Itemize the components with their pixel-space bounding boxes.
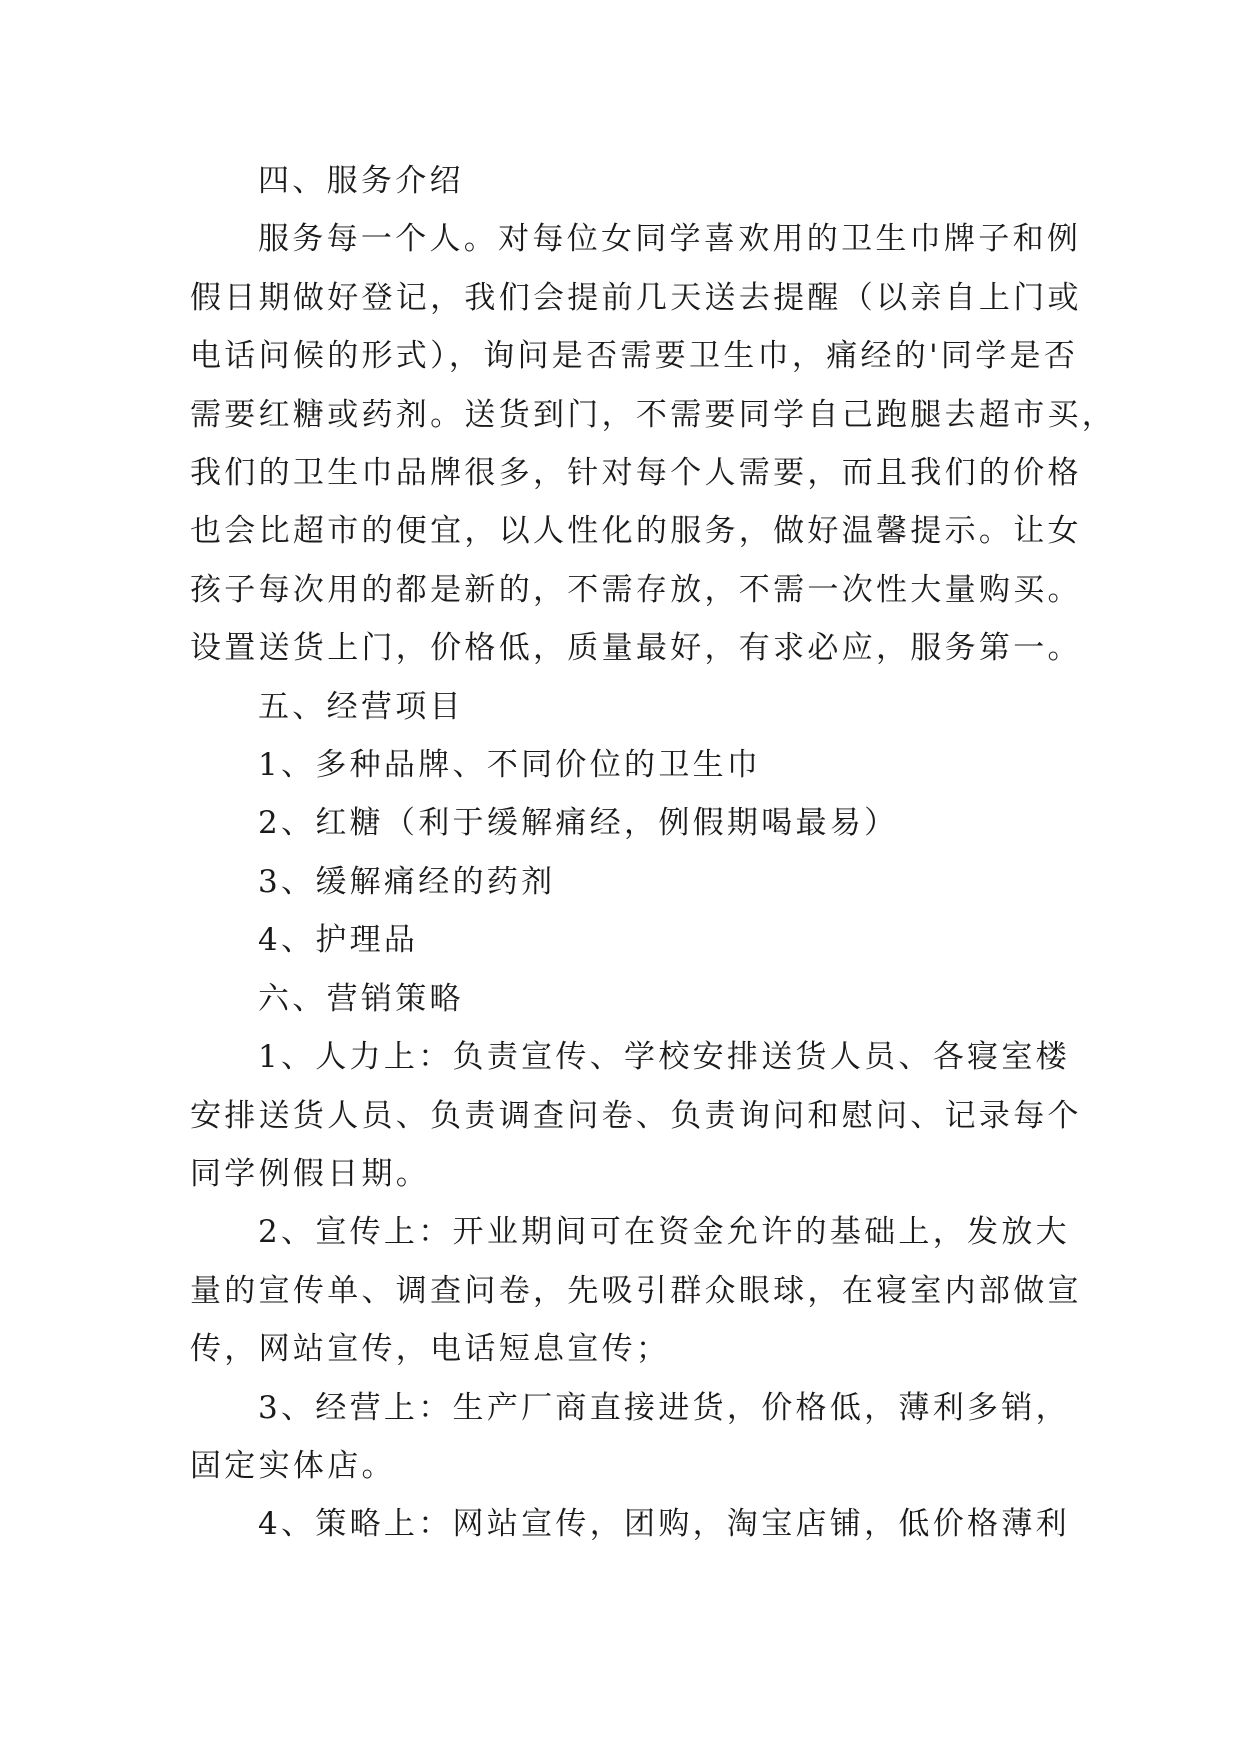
paragraph-h5 [190,678,1050,736]
paragraph-p-service [190,210,1117,677]
text-line: 3、经营上：生产厂商直接进货，价格低，薄利多销， [258,1389,1070,1426]
text-line: 设置送货上门，价格低，质量最好，有求必应，服务第一。 [190,630,1082,667]
text-line: 四、服务介绍 [258,163,464,199]
text-line: 1、人力上：负责宣传、学校安排送货人员、各寝室楼 [258,1039,1070,1076]
paragraph-s2 [190,1203,1082,1378]
text-line: 4、策略上：网站宣传，团购，淘宝店铺，低价格薄利 [258,1506,1070,1543]
text-line: 服务每一个人。对每位女同学喜欢用的卫生巾牌子和例 [258,221,1082,258]
text-line: 也会比超市的便宜，以人性化的服务，做好温馨提示。让女 [190,513,1082,550]
text-line: 安排送货人员、负责调查问卷、负责询问和慰问、记录每个 [190,1097,1082,1134]
text-line: 五、经营项目 [258,688,464,725]
document-body [190,152,1117,1554]
text-line: 电话问候的形式），询问是否需要卫生巾，痛经的'同学是否 [190,338,1079,375]
paragraph-s3 [190,1379,1070,1496]
paragraph-item3 [190,853,1050,911]
text-line: 2、红糖（利于缓解痛经，例假期喝最易） [258,805,899,842]
text-line: 六、营销策略 [258,980,464,1017]
text-line: 固定实体店。 [190,1447,396,1484]
paragraph-item1 [190,736,1050,794]
text-line: 传，网站宣传，电话短息宣传； [190,1331,671,1368]
text-line: 量的宣传单、调查问卷，先吸引群众眼球，在寝室内部做宣 [190,1272,1082,1309]
text-line: 我们的卫生巾品牌很多，针对每个人需要，而且我们的价格 [190,455,1082,492]
paragraph-item2 [190,794,1050,852]
text-line: 1、多种品牌、不同价位的卫生巾 [258,747,762,784]
text-line: 3、缓解痛经的药剂 [258,863,556,900]
text-line: 2、宣传上：开业期间可在资金允许的基础上，发放大 [258,1214,1070,1251]
text-line: 4、护理品 [258,922,419,959]
paragraph-s4 [190,1495,1070,1553]
paragraph-h6 [190,970,1050,1028]
text-line: 假日期做好登记，我们会提前几天送去提醒（以亲自上门或 [190,279,1082,316]
text-line: 需要红糖或药剂。送货到门，不需要同学自己跑腿去超市买， [190,396,1117,433]
paragraph-h4 [190,152,1050,210]
text-line: 同学例假日期。 [190,1155,431,1192]
paragraph-item4 [190,911,1050,969]
paragraph-s1 [190,1028,1082,1203]
text-line: 孩子每次用的都是新的，不需存放，不需一次性大量购买。 [190,571,1082,608]
